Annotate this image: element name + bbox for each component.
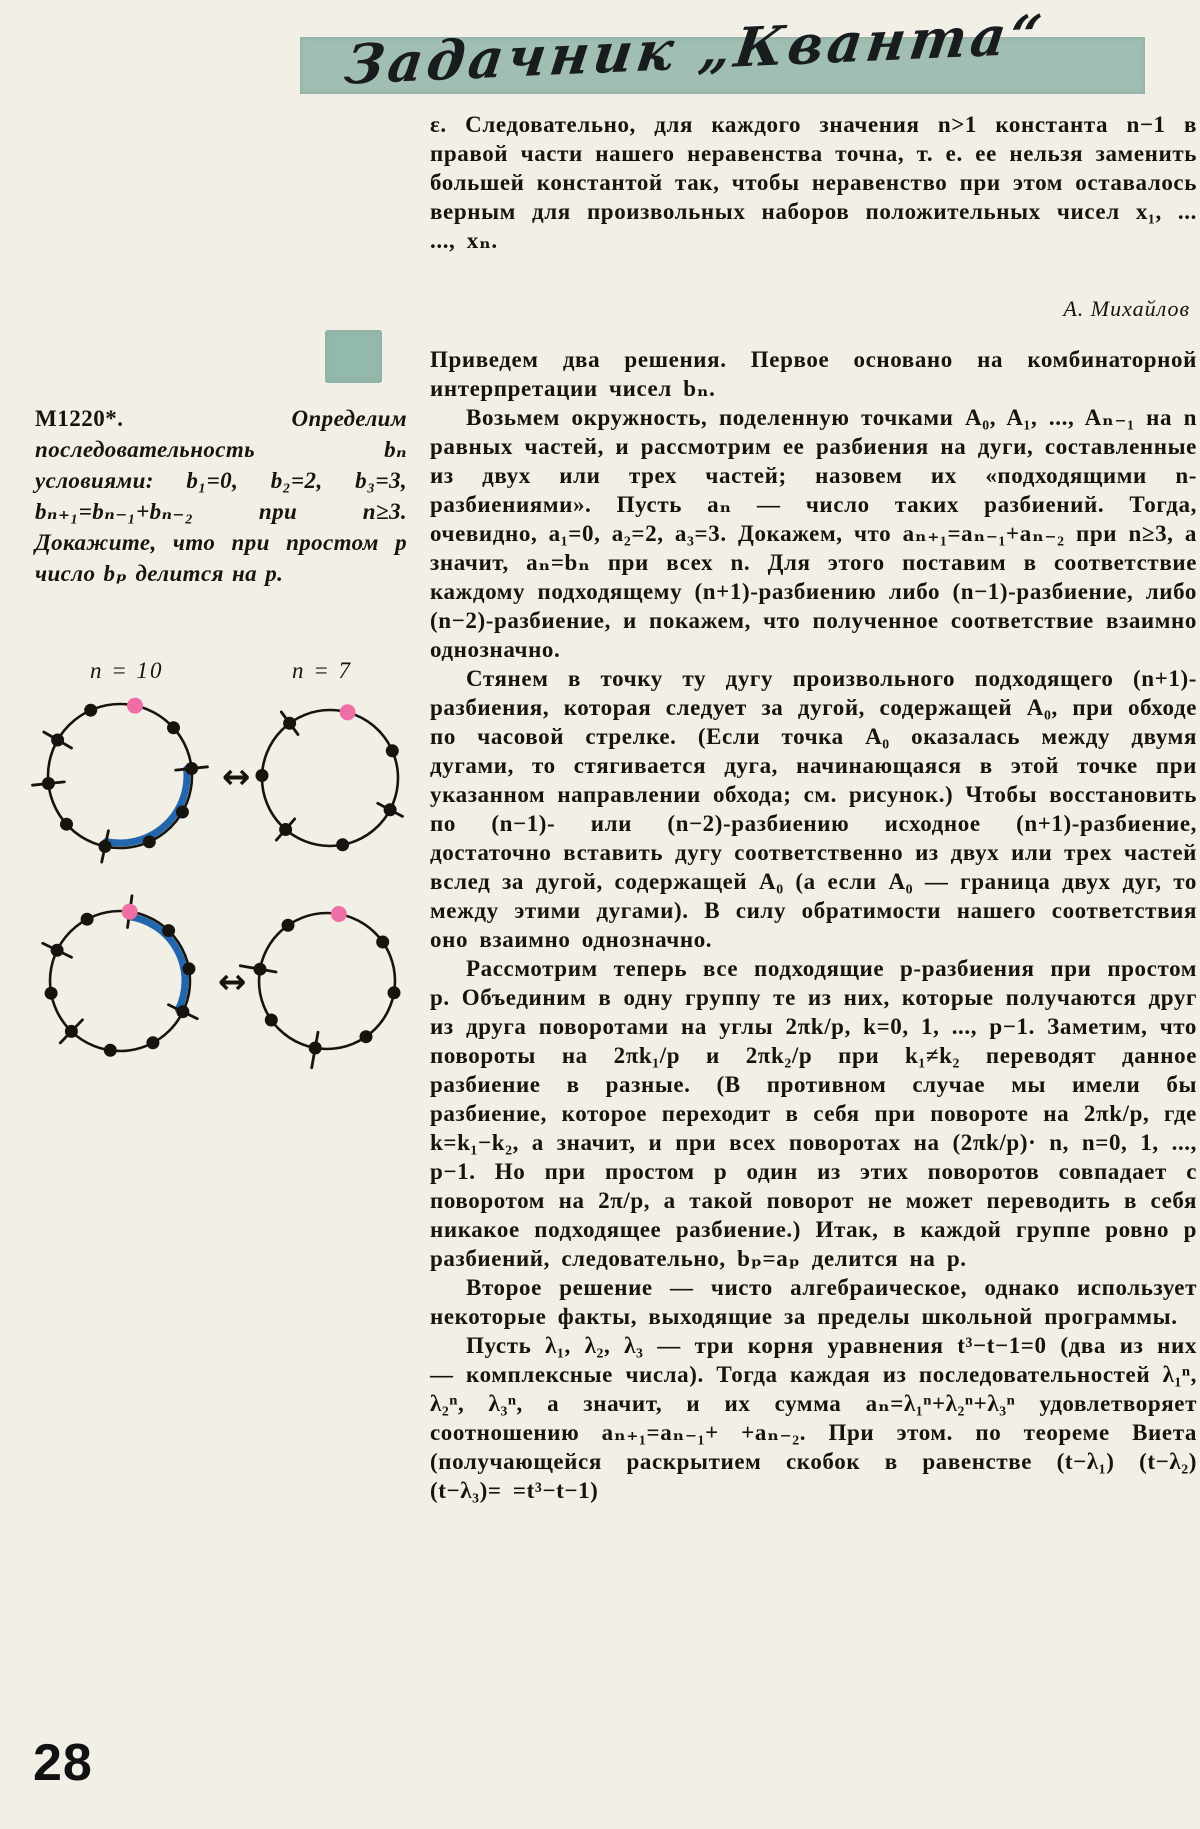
circle-result-2 [240,906,400,1068]
author-signature: А. Михайлов [1063,296,1190,321]
label-n-10: n = 10 [90,658,164,683]
circle-n10-with-arc-2 [43,896,198,1057]
solution-paragraph: Второе решение — чисто алгебраическое, однако использует некоторые факты, выходящие за пределы школьной программы. [430,1275,1197,1329]
problem-number: М1220*. [35,406,124,431]
marked-point-a0 [127,698,143,714]
diagram-row-1 [33,658,403,862]
highlighted-arc [106,769,187,843]
label-n-7: n = 7 [292,658,353,683]
marked-point-a0 [331,906,347,922]
bidirectional-arrow: ↔ [218,962,247,1002]
circle-n7-result [256,704,403,851]
diagram-row-2 [43,896,401,1068]
marked-point-a0 [122,904,138,920]
marked-point-a0 [340,704,356,720]
solution-paragraph: Приведем два решения. Первое основано на комбинаторной интерпретации чисел bₙ. [430,347,1197,401]
bidirectional-arrow: ↔ [222,757,251,797]
circle-n10-with-arc [33,698,208,863]
decorative-color-square [325,330,382,383]
circle-partitions-figure [20,636,420,1106]
previous-solution-ending: ε. Следовательно, для каждого значения n>1 константа n−1 в правой части нашего неравенства точна, т. е. ее нельзя заменить большей константой так, чтобы неравенство при этом оставалось верным для произвольных наборов положительных чисел x₁, ... ..., xₙ. [430,112,1197,253]
problem-text: Определим последовательность bₙ условиями: b₁=0, b₂=2, b₃=3, bₙ₊₁=bₙ₋₁+bₙ₋₂ при n≥3. Докажите, что при простом p число bₚ делится на p. [35,406,407,586]
section-title: Задачник „Кванта“ [341,1,1050,97]
problem-statement [35,403,407,589]
highlighted-arc [129,917,185,1010]
solution-paragraph: Пусть λ₁, λ₂, λ₃ — три корня уравнения t³−t−1=0 (два из них — комплексные числа). Тогда каждая из последовательностей λ₁ⁿ, λ₂ⁿ, λ₃ⁿ, а значит, и их сумма aₙ=λ₁ⁿ+λ₂ⁿ+λ₃ⁿ удовлетворяет соотношению aₙ₊₁=aₙ₋₁+ +aₙ₋₂. При этом. по теореме Виета (получающейся раскрытием скобок в равенстве (t−λ₁) (t−λ₂) (t−λ₃)= =t³−t−1) [430,1333,1197,1503]
page-number: 28 [33,1734,93,1792]
solution-paragraph: Возьмем окружность, поделенную точками A₀, A₁, ..., Aₙ₋₁ на n равных частей, и рассмотрим ее разбиения на дуги, составленные из двух или трех частей; назовем их «подходящими n-разбиениями». Пусть aₙ — число таких разбиений. Тогда, очевидно, a₁=0, a₂=2, a₃=3. Докажем, что aₙ₊₁=aₙ₋₁+aₙ₋₂ при n≥3, а значит, aₙ=bₙ при всех n. Для этого поставим в соответствие каждому подходящему (n+1)-разбиению либо (n−1)-разбиение, либо (n−2)-разбиение, и покажем, что полученное соответствие взаимно однозначно. [430,405,1197,662]
solution-paragraph: Рассмотрим теперь все подходящие p-разбиения при простом p. Объединим в одну группу те из них, которые получаются друг из друга поворотами на углы 2πk/p, k=0, 1, ..., p−1. Заметим, что повороты на 2πk₁/p и 2πk₂/p при k₁≠k₂ переводят данное разбиение в разные. (В противном случае мы имели бы разбиение, которое переходит в себя при повороте на 2πk/p, где k=k₁−k₂, а значит, и при всех поворотах на (2πk/p)· n, n=0, 1, ..., p−1. Но при простом p один из этих поворотов совпадает с поворотом на 2π/p, а такой поворот не может переводить в себя никакое подходящее разбиение.) Итак, в каждой группе ровно p разбиений, следовательно, bₚ=aₚ делится на p. [430,956,1197,1271]
solution-paragraph: Стянем в точку ту дугу произвольного подходящего (n+1)-разбиения, которая следует за дугой, содержащей A₀, при обходе по часовой стрелке. (Если точка A₀ оказалась между двумя дугами, то стягивается дуга, начинающаяся в этой точке при указанном направлении обхода; см. рисунок.) Чтобы восстановить по (n−1)- или (n−2)-разбиению исходное (n+1)-разбиение, достаточно вставить дугу соответственно из двух или трех частей вслед за дугой, содержащей A₀ (а если A₀ — граница двух дуг, то между этими дугами). В силу обратимости нашего соответствия оно взаимно однозначно. [430,666,1197,952]
solution-text [430,345,1197,1505]
